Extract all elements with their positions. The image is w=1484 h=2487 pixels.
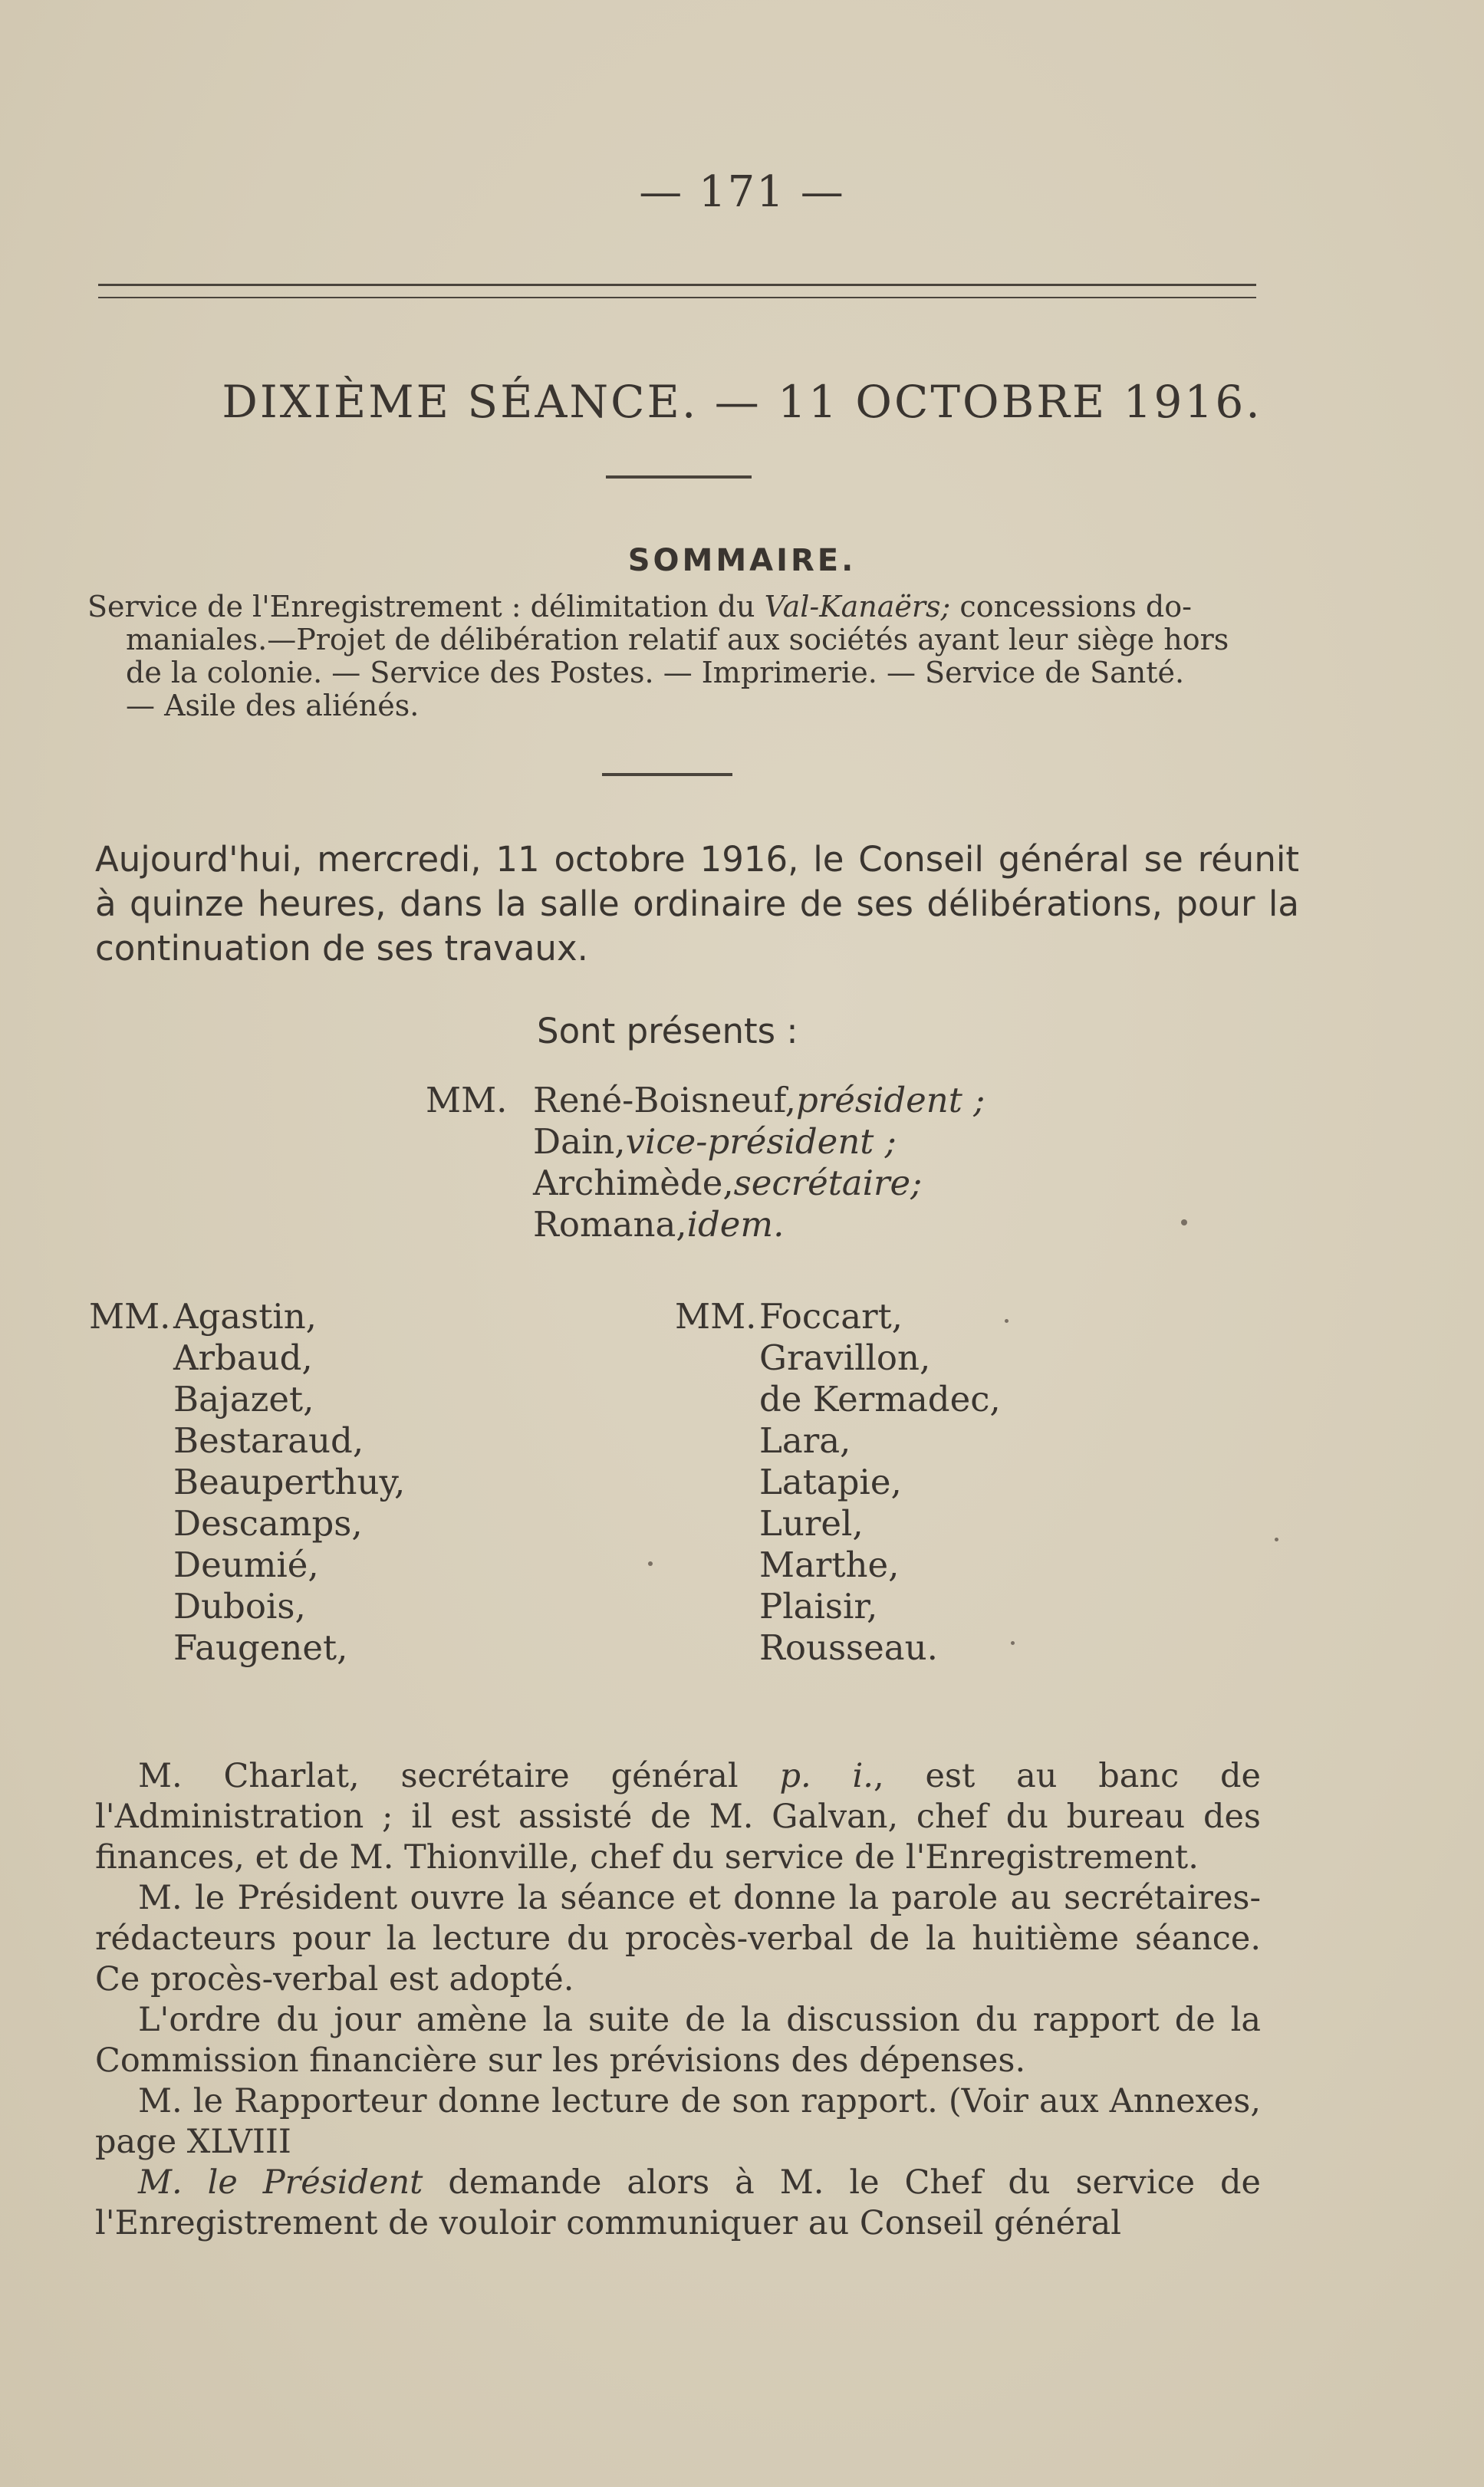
member-name: Plaisir, [759,1586,878,1627]
summary-line-1: Service de l'Enregistrement : délimitation du Val-Kanaërs; concessions do- [87,590,1192,623]
opening-paragraph: Aujourd'hui, mercredi, 11 octobre 1916, le Conseil général se réunit à quinze heures, dans la salle ordinaire de ses délibérations, pour la continuation de ses travaux. [95,839,1299,969]
member-name: Bajazet, [173,1379,314,1419]
member-name: Arbaud, [173,1337,313,1378]
member-name: MM.Foccart, [675,1296,903,1337]
title-divider [606,475,752,479]
paper-speck [1275,1538,1278,1541]
member-name: Rousseau. [759,1627,938,1668]
header-double-rule [98,284,1256,298]
officer-row: MM. René-Boisneuf, président ; [426,1080,985,1120]
paper-speck [1005,1319,1009,1323]
closing-paragraph-5: M. le Président demande alors à M. le Chef du service de l'Enregistrement de vouloir communiquer au Conseil général [95,2163,1262,2242]
summary-text [87,590,1292,722]
member-name: Gravillon, [759,1337,931,1378]
paper-speck [648,1561,653,1566]
closing-paragraph-2: M. le Président ouvre la séance et donne la parole au secrétaires-rédacteurs pour la lecture du procès-verbal de la huitième séance. Ce procès-verbal est adopté. [95,1879,1261,1998]
session-title: DIXIÈME SÉANCE. — 11 OCTOBRE 1916. [222,376,1262,428]
page-number: — 171 — [639,167,845,217]
member-name: Marthe, [759,1545,900,1585]
member-name: Lara, [759,1420,851,1461]
paper-speck [1011,1641,1015,1645]
member-name: Bestaraud, [173,1420,364,1461]
closing-paragraph-3: L'ordre du jour amène la suite de la discussion du rapport de la Commission financière sur les prévisions des dépenses. [95,2001,1261,2080]
member-name: Descamps, [173,1503,363,1544]
summary-heading: SOMMAIRE. [627,543,857,578]
members-left-column [89,1296,405,1669]
summary-line-4: — Asile des aliénés. [126,689,420,722]
officer-row: Dain, vice-président ; [533,1121,897,1162]
member-name: Deumié, [173,1545,319,1585]
member-name: Latapie, [759,1462,902,1502]
summary-divider [602,773,732,776]
officer-row: Archimède, secrétaire; [533,1163,923,1203]
member-name: de Kermadec, [759,1379,1001,1419]
member-name: Lurel, [759,1503,864,1544]
closing-paragraph-4: M. le Rapporteur donne lecture de son rapport. (Voir aux Annexes, page XLVIII [95,2082,1261,2161]
summary-line-3: de la colonie. — Service des Postes. — Imprimerie. — Service de Santé. [126,656,1185,689]
members-right-column [675,1296,1001,1669]
officer-row: Romana, idem. [533,1204,785,1245]
present-label: Sont présents : [537,1011,798,1051]
summary-line-2: maniales.—Projet de délibération relatif aux sociétés ayant leur siège hors [126,623,1229,656]
closing-paragraph-1: M. Charlat, secrétaire général p. i., est au banc de l'Administration ; il est assisté de M. Galvan, chef du bureau des finances, et de M. Thionville, chef du service de l'Enregistrement. [95,1757,1261,1877]
officers-list [426,1080,985,1245]
closing-text [95,1756,1261,2244]
member-name: MM.Agastin, [89,1296,317,1337]
member-name: Dubois, [173,1586,306,1627]
member-name: Faugenet, [173,1627,348,1668]
member-name: Beauperthuy, [173,1462,406,1502]
paper-speck [1181,1219,1187,1225]
